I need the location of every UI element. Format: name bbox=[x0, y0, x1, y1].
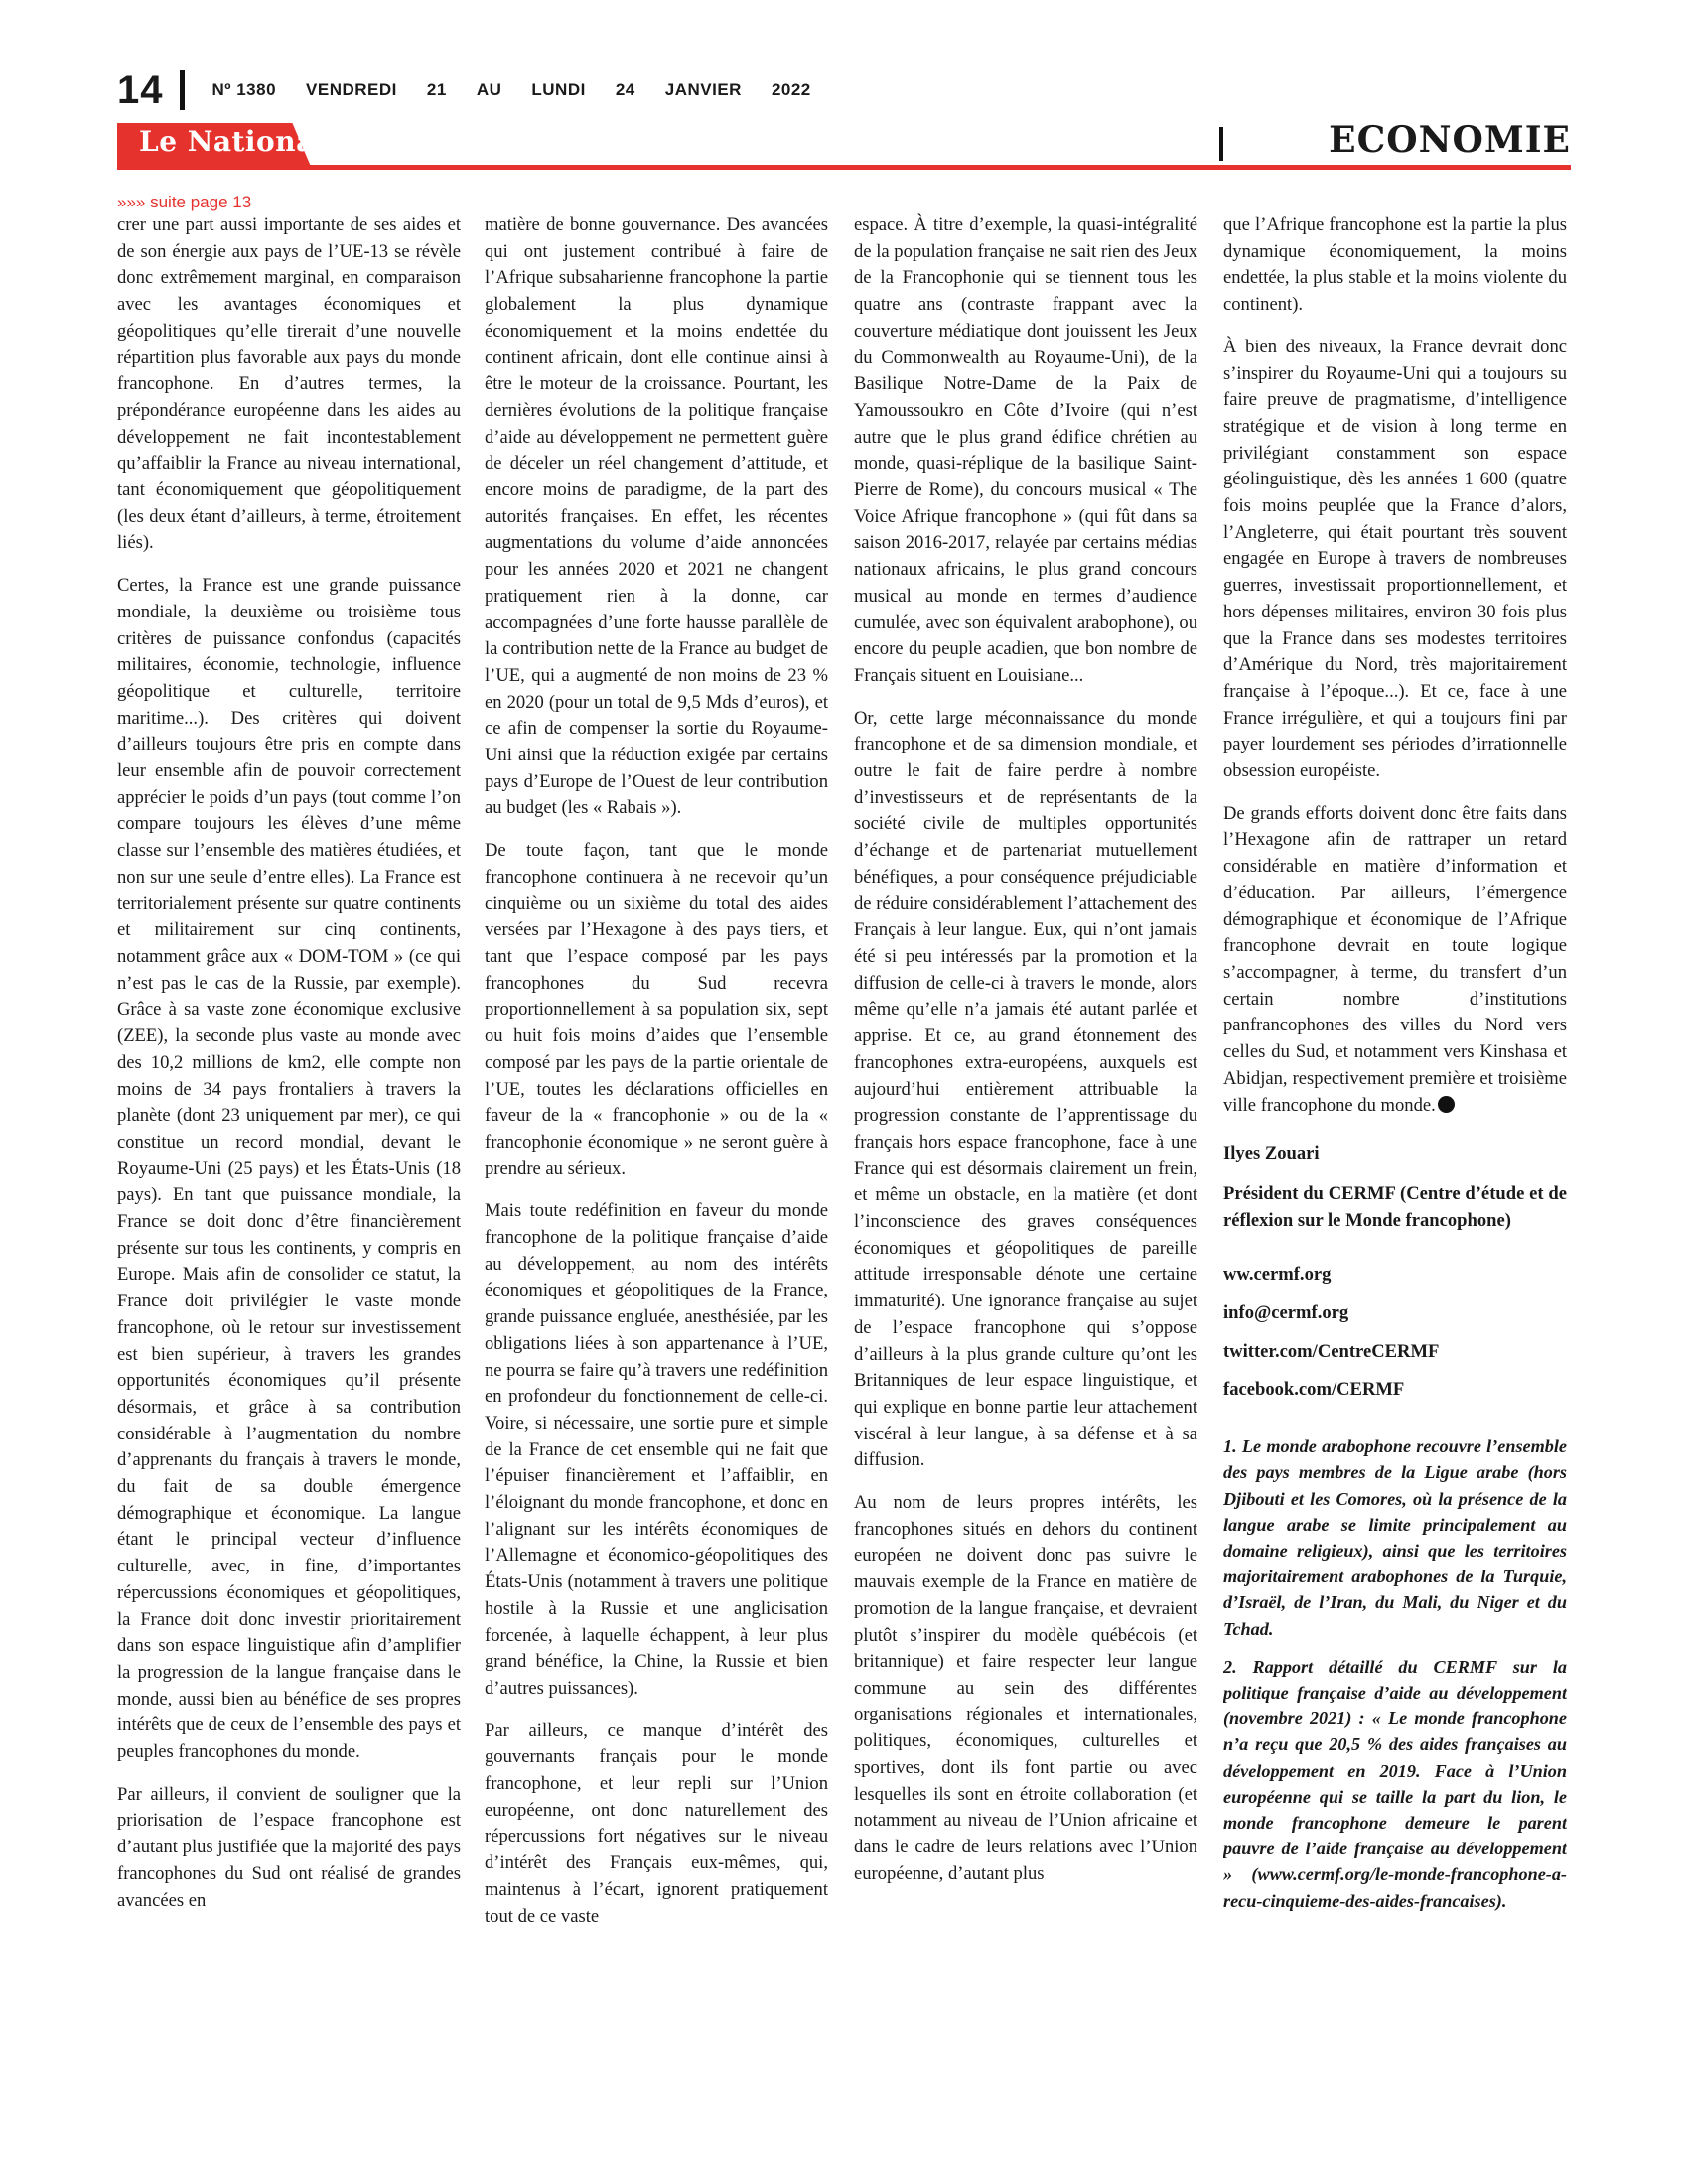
issue-date-end: 24 bbox=[615, 80, 635, 99]
section-divider bbox=[1219, 127, 1223, 161]
issue-au: AU bbox=[476, 80, 502, 99]
column-2 bbox=[485, 212, 828, 2128]
facebook-link[interactable]: facebook.com/CERMF bbox=[1223, 1379, 1405, 1401]
contact-links bbox=[1223, 1262, 1567, 1404]
page-header bbox=[117, 66, 841, 115]
issue-year: 2022 bbox=[771, 80, 811, 99]
footnotes bbox=[1223, 1433, 1567, 1914]
column-1 bbox=[117, 212, 461, 2128]
paragraph-text: De grands efforts doivent donc être faits dans l’Hexagone afin de rattraper un retard considérable en matière d’information et d’éducation. Par ailleurs, l’émergence démographique et économique de l’Afrique francophone devrait en toute logique s’accompagner, à terme, du transfert d’un certain nombre d’institutions panfrancophones des villes du Nord vers celles du Sud, et notamment vers Kinshasa et Abidjan, respectivement première et troisième ville francophone du monde. bbox=[1223, 802, 1567, 1116]
paragraph: espace. À titre d’exemple, la quasi-intégralité de la population française ne sait rien des Jeux de la Francophonie qui se tiennent tous les quatre ans (contraste frappant avec la couverture médiatique dont jouissent les Jeux du Commonwealth au Royaume-Uni), de la Basilique Notre-Dame de la Paix de Yamoussoukro en Côte d’Ivoire (qui n’est autre que le plus grand édifice chrétien au monde, quasi-réplique de la basilique Saint-Pierre de Rome), du concours musical « The Voice Afrique francophone » (qui fût dans sa saison 2016-2017, relayée par certains médias nationaux africains, le plus grand concours musical au monde en termes d’audience cumulée, avec son équivalent arabophone), ou encore du peuple acadien, que bon nombre de Français situent en Louisiane... bbox=[854, 214, 1197, 686]
paragraph: crer une part aussi importante de ses aides et de son énergie aux pays de l’UE-13 se révèle donc extrêmement marginal, en comparaison avec les avantages économiques et géopolitiques qu’elle tirerait d’une nouvelle répartition plus favorable aux pays du monde francophone. En d’autres termes, la prépondérance européenne dans les aides au développement ne fait incontestablement qu’affaiblir la France au niveau international, tant économiquement que géopolitiquement (les deux étant d’ailleurs, à terme, étroitement liés). bbox=[117, 214, 461, 554]
issue-date-start: 21 bbox=[426, 80, 447, 99]
continuation-note: »»» suite page 13 bbox=[117, 193, 252, 211]
column-3 bbox=[854, 212, 1197, 2128]
footnote: 1. Le monde arabophone recouvre l’ensemble des pays membres de la Ligue arabe (hors Djibouti et les Comores, où la présence de la langue arabe se limite principalement au domaine religieux), ainsi que les territoires majoritairement arabophones de la Turquie, d’Israël, de l’Iran, du Mali, du Niger et du Tchad. bbox=[1223, 1436, 1567, 1639]
email-link[interactable]: info@cermf.org bbox=[1223, 1302, 1349, 1324]
publication-logo: Le National bbox=[139, 125, 326, 158]
author-name: Ilyes Zouari bbox=[1223, 1143, 1320, 1164]
paragraph: Au nom de leurs propres intérêts, les francophones situés en dehors du continent européen ne doivent donc pas suivre le mauvais exemple de la France en matière de promotion de la langue française, et devraient plutôt s’inspirer du modèle québécois (et britannique) et faire respecter leur langue commune au sein des différentes organisations régionales et internationales, politiques, économiques, culturelles et sportives, dont ils font partie ou avec lesquelles ils sont en étroite collaboration (et notamment au niveau de l’Union africaine et dans le cadre de leurs relations avec l’Union européenne, d’autant plus bbox=[854, 1492, 1197, 1884]
final-paragraph bbox=[1223, 801, 1567, 1119]
header-divider bbox=[180, 70, 185, 110]
issue-day-end: LUNDI bbox=[531, 80, 586, 99]
footnote: 2. Rapport détaillé du CERMF sur la politique française d’aide au développement (novembre 2021) : « Le monde francophone n’a reçu que 20,5 % des aides françaises au développement en 2019. Face à l’Union européenne qui se taille la part du lion, le monde francophone demeure le parent pauvre de l’aide française au développement » (www.cermf.org/le-monde-francophone-a-recu-cinquieme-des-aides-francaises). bbox=[1223, 1656, 1567, 1911]
twitter-link[interactable]: twitter.com/CentreCERMF bbox=[1223, 1340, 1440, 1362]
issue-day-start: VENDREDI bbox=[306, 80, 397, 99]
paragraph: Certes, la France est une grande puissance mondiale, la deuxième ou troisième tous critères de puissance confondus (capacités militaires, économie, technologie, influence géopolitique et culturelle, territoire maritime...). Des critères qui doivent d’ailleurs toujours être pris en compte dans leur ensemble afin de pouvoir correctement apprécier le poids d’un pays (tout comme l’on compare toujours les élèves d’une même classe sur l’ensemble des matières étudiées, et non sur une seule d’entre elles). La France est territorialement présente sur quatre continents et militairement sur cinq continents, notamment grâce aux « DOM-TOM » (ce qui n’est pas le cas de la Russie, par exemple). Grâce à sa vaste zone économique exclusive (ZEE), la seconde plus vaste au monde avec des 10,2 millions de km2, elle compte non moins de 34 pays frontaliers à travers la planète (dont 23 uniquement par mer), ce qui constitue un record mondial, devant le Royaume-Uni (25 pays) et les États-Unis (18 pays). En tant que puissance mondiale, la France se doit donc d’être financièrement présente sur tous les continents, y compris en Europe. Mais afin de consolider ce statut, la France doit privilégier le vaste monde francophone, où le retour sur investissement est bien supérieur, à travers les grandes opportunités économiques qu’il présente désormais, et grâce à sa contribution considérable à l’augmentation du nombre d’apprenants du français à travers le monde, du fait de sa double émergence démographique et économique. La langue étant le principal vecteur d’influence culturelle, avec, in fine, d’importantes répercussions économiques et géopolitiques, la France doit donc investir prioritairement dans son espace linguistique afin d’amplifier la progression de la langue française dans le monde, aussi bien au bénéfice de ses propres intérêts que de ceux de l’ensemble des pays et peuples francophones du monde. bbox=[117, 575, 461, 1763]
paragraph: Par ailleurs, ce manque d’intérêt des gouvernants français pour le monde francophone, et leur repli sur l’Union européenne, ont donc naturellement des répercussions fort négatives sur le niveau d’intérêt des Français eux-mêmes, qui, maintenus à l’écart, ignorent pratiquement tout de ce vaste bbox=[485, 1719, 828, 1927]
website-link[interactable]: ww.cermf.org bbox=[1223, 1264, 1332, 1286]
paragraph: De toute façon, tant que le monde francophone continuera à ne recevoir qu’un cinquième ou un sixième du total des aides versées par l’Hexagone à des pays tiers, et tant que l’espace composé par les pays francophones du Sud recevra proportionnellement à sa population six, sept ou huit fois moins d’aides que l’ensemble composé par les pays de la partie orientale de l’UE, toutes les déclarations officielles en faveur de la « francophonie » ou de la « francophonie économique » ne seront guère à prendre au sérieux. bbox=[485, 840, 828, 1179]
section-title: ECONOMIE bbox=[1329, 119, 1571, 161]
issue-number: Nº 1380 bbox=[211, 80, 277, 99]
paragraph: que l’Afrique francophone est la partie la plus dynamique économiquement, la moins endettée, la plus stable et la moins violente du continent). bbox=[1223, 214, 1567, 316]
paragraph: matière de bonne gouvernance. Des avancées qui ont justement contribué à faire de l’Afrique subsaharienne francophone la partie globalement la plus dynamique économiquement et la moins endettée du continent africain, dont elle continue ainsi à être le moteur de la croissance. Pourtant, les dernières évolutions de la politique française d’aide au développement ne permettent guère de déceler un réel changement d’attitude, et encore moins de paradigme, de la part des autorités françaises. En effet, les récentes augmentations du volume d’aide annoncées pour les années 2020 et 2021 ne changent pratiquement rien à la donne, car accompagnées d’une forte hausse parallèle de la contribution nette de la France au budget de l’UE, qui a augmenté de non moins de 23 % en 2020 (pour un total de 9,5 Mds d’euros), et ce afin de compenser la sortie du Royaume-Uni ainsi que la réduction exigée par certains pays d’Europe de l’Ouest de leur contribution au budget (les « Rabais »). bbox=[485, 214, 828, 819]
issue-month: JANVIER bbox=[664, 80, 742, 99]
issue-info bbox=[212, 80, 841, 100]
paragraph: À bien des niveaux, la France devrait donc s’inspirer du Royaume-Uni qui a toujours su faire preuve de pragmatisme, d’intelligence stratégique et de vision à long terme en privilégiant constamment son espace géolinguistique, dès les années 1 600 (quatre fois moins peuplée que la France d’alors, l’Angleterre, qui était pourtant très souvent engagée en Europe à travers de nombreuses guerres, investissait proportionnellement, et hors dépenses militaires, environ 30 fois plus que la France dans ses modestes territoires d’Amérique du Nord, très majoritairement française à l’époque...). Et ce, face à une France irrégulière, et qui a toujours fini par payer lourdement ses périodes d’irrationnelle obsession européiste. bbox=[1223, 336, 1567, 782]
paragraph: Mais toute redéfinition en faveur du monde francophone de la politique française d’aide au développement, au nom des intérêts économiques et géopolitiques de la France, grande puissance engluée, anesthésiée, par les obligations liées à son appartenance à l’UE, ne pourra se faire qu’à travers une redéfinition en profondeur du fonctionnement de celle-ci. Voire, si nécessaire, une sortie pure et simple de la France de cet ensemble qui ne fait que l’épuiser financièrement et l’affaiblir, en l’éloignant du monde francophone, et donc en l’alignant sur les intérêts économiques de l’Allemagne et économico-géopolitiques des États-Unis (notamment à travers une politique hostile à la Russie et une anglicisation forcenée, à laquelle échappent, à leur plus grand bénéfice, la Chine, la Russie et bien d’autres puissances). bbox=[485, 1200, 828, 1699]
author-title: Président du CERMF (Centre d’étude et de réflexion sur le Monde francophone) bbox=[1223, 1182, 1567, 1231]
paragraph: Par ailleurs, il convient de souligner que la priorisation de l’espace francophone est d’autant plus justifiée que la majorité des pays francophones du Sud ont réalisé de grandes avancées en bbox=[117, 1783, 461, 1911]
header-rule bbox=[117, 165, 1571, 170]
column-4 bbox=[1223, 212, 1567, 2128]
page-number: 14 bbox=[117, 68, 164, 112]
end-mark-icon bbox=[1438, 1096, 1455, 1113]
paragraph: Or, cette large méconnaissance du monde francophone et de sa dimension mondiale, et outre le fait de faire perdre à nombre d’investisseurs et de représentants de la société civile de multiples opportunités d’échange et de partenariat mutuellement bénéfiques, a pour conséquence préjudiciable de réduire considérablement l’attachement des Français à leur langue. Eux, qui n’ont jamais été si peu intéressés par la promotion et la diffusion de celle-ci à travers le monde, alors même qu’elle n’a jamais été autant parlée et apprise. Et ce, au grand étonnement des francophones extra-européens, auxquels est aujourd’hui entièrement attribuable la progression constante de l’apprentissage du français hors espace francophone, face à une France qui est désormais clairement un frein, et même un obstacle, en la matière (et dont l’inconscience des graves conséquences économiques et géopolitiques de pareille attitude irresponsable dénote une certaine immaturité). Une ignorance française au sujet de l’espace francophone qui s’oppose d’ailleurs à la plus grande culture qu’ont les Britanniques de leur espace linguistique, et qui explique en bonne partie leur attachement viscéral à leur langue, à sa défense et à sa diffusion. bbox=[854, 707, 1197, 1471]
